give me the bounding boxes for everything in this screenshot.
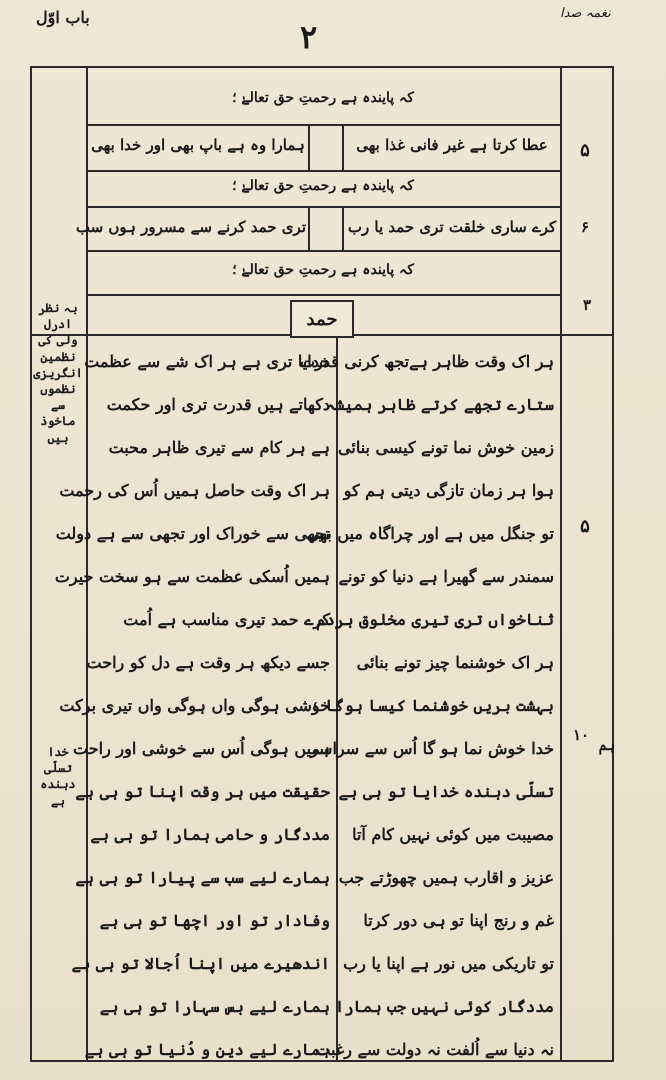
poem-line: غم و رنج اپنا تو ہی دور کرتا: [363, 911, 554, 930]
frame-left-line: [30, 66, 32, 1062]
poem-line: سمندر سے گھیرا ہے دنیا کو تونے: [338, 567, 554, 586]
side-note-theme: خدا تسلّی دہندہ ہے: [40, 745, 76, 808]
poem-line: ہر اک خوشنما چیز تونے بنائی: [356, 653, 554, 672]
verse-divider: [342, 206, 344, 250]
verse-divider: [308, 206, 310, 250]
poem-line: تسلّی دہندہ خدایا تو ہی ہے: [338, 782, 554, 801]
poem-line: عزیز و اقارب ہمیں چھوڑتے جب: [338, 868, 554, 887]
poem-line: بہشت بریں خوشنما کیسا ہوگا ؛: [310, 696, 554, 715]
poem-line: ہر اک وقت ظاہر ہےتجھ کرنی قدرت: [300, 352, 554, 371]
poem-line: دکھاتے ہیں قدرت تری اور حکمت: [106, 395, 330, 414]
page-number: ۲: [300, 18, 318, 56]
frame-top-line: [30, 66, 612, 68]
poem-line: جسے دیکھ ہر وقت ہے دل کو راحت: [86, 653, 330, 672]
verse-number: ۶: [580, 218, 590, 236]
poem-line: اندھیرے میں اپنا اُجالا تو ہی ہے: [71, 954, 330, 973]
poem-line: ہے ہر کام سے تیری ظاہر محبت: [108, 438, 330, 457]
poem-line: ہمارے لیے سب سے پیارا تو ہی ہے: [75, 868, 330, 887]
verse-number: ۵: [580, 140, 590, 161]
poem-line: حقیقت میں ہر وقت اپنا تو ہی ہے: [75, 782, 330, 801]
poem-line: زمین خوش نما تونے کیسی بنائی: [338, 438, 554, 457]
poem-line: تجھی سے خوراک اور تجھی سے ہے دولت: [55, 524, 330, 543]
side-note-source: بہ نظر ادرل ولی کی نظمین انگریزی نظموں سے ماخوذ ہیں: [33, 301, 83, 445]
table-rule: [86, 206, 560, 208]
line-marker-10: ۱۰: [572, 726, 590, 744]
poem-line: ہر اک وقت حاصل ہمیں اُس کی رحمت: [59, 481, 330, 500]
poem-line: مددگار کوئی نہیں جب ہمارا: [334, 997, 554, 1016]
verse-divider: [342, 124, 344, 170]
poem-line: وفادار تو اور اچھا تو ہی ہے: [99, 911, 330, 930]
side-marker: ہم: [598, 738, 616, 754]
poem-line: تو جنگل میں ہے اور چراگاہ میں بھی: [306, 524, 554, 543]
line-marker-5: ۵: [580, 516, 590, 537]
poem-line: خدا خوش نما ہو گا اُس سے سراسر: [310, 739, 554, 758]
poem-line: کرے حمد تیری مناسب ہے اُمت: [123, 610, 330, 629]
poem-line: نہ دنیا سے اُلفت نہ دولت سے رغبت: [315, 1040, 554, 1059]
section-title: حمد: [290, 300, 354, 338]
poem-line: ہوا ہر زمان تازگی دیتی ہم کو: [343, 481, 554, 500]
table-rule: [86, 294, 560, 296]
verse-right: عطا کرتا ہے غیر فانی غذا بھی: [356, 136, 548, 154]
verse-left: تری حمد کرنے سے مسرور ہوں سب: [75, 218, 306, 236]
refrain-line: کہ پایندہ ہے رحمتِ حق تعالےٰ ؛: [232, 90, 414, 106]
poem-column-right: [300, 340, 554, 1071]
section-number: ۳: [582, 296, 592, 314]
poem-line: ہمارے لیے دین و دُنیا تو ہی ہے: [84, 1040, 330, 1059]
poem-line: ہمارے لیے بس سہارا تو ہی ہے: [99, 997, 330, 1016]
poem-line: ہمیں اُسکی عظمت سے ہو سخت حیرت: [54, 567, 330, 586]
poem-line: تو تاریکی میں نور ہے اپنا یا رب: [343, 954, 554, 973]
verse-right: کرے ساری خلقت تری حمد یا رب: [347, 218, 557, 236]
poem-line: خدایا تری ہے ہر اک شے سے عظمت: [84, 352, 330, 371]
chapter-heading: باب اوّل: [36, 8, 90, 27]
frame-right-line: [560, 66, 562, 1062]
refrain-line: کہ پایندہ ہے رحمتِ حق تعالےٰ ؛: [232, 262, 414, 278]
book-title: نغمہ صدا: [560, 6, 611, 21]
poem-line: ثناخواں تری تیری مخلوق ہردم: [316, 610, 554, 629]
poem-line: خوشی ہوگی واں ہوگی واں تیری برکت: [59, 696, 330, 715]
table-rule: [86, 124, 560, 126]
poem-line: مددگار و حامی ہمارا تو ہی ہے: [90, 825, 330, 844]
table-rule: [86, 170, 560, 172]
table-rule: [86, 250, 560, 252]
poem-line: ستارے تجھے کرتے ظاہر ہمیشہ: [325, 395, 554, 414]
refrain-line: کہ پایندہ ہے رحمتِ حق تعالےٰ ؛: [232, 178, 414, 194]
verse-divider: [308, 124, 310, 170]
frame-outer-right-line: [612, 66, 614, 1062]
verse-left: ہمارا وہ ہے باپ بھی اور خدا بھی: [91, 136, 305, 154]
poem-line: ہمیں ہوگی اُس سے خوشی اور راحت: [73, 739, 330, 758]
poem-line: مصیبت میں کوئی نہیں کام آتا: [352, 825, 554, 844]
